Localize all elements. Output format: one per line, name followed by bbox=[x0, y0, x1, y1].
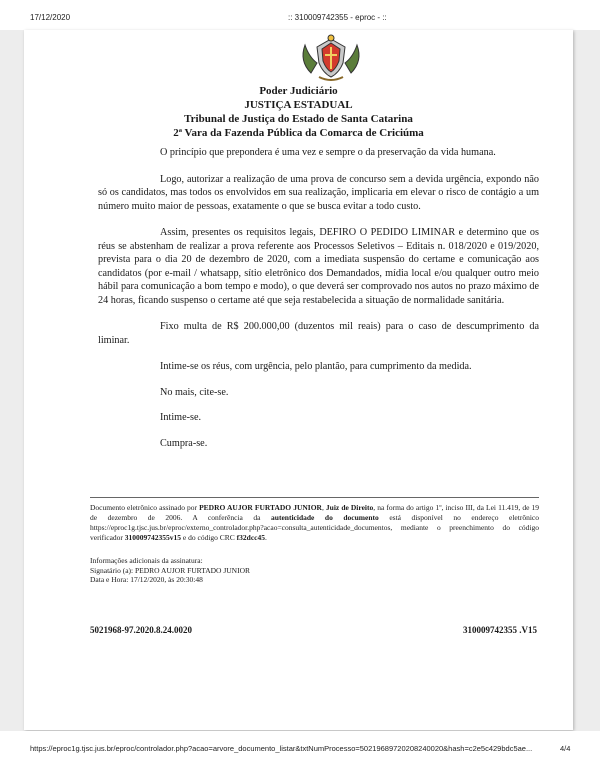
heading-line-3: Tribunal de Justiça do Estado de Santa Catarina bbox=[184, 113, 413, 125]
document-version: 310009742355 .V15 bbox=[463, 625, 537, 635]
heading-line-4: 2ª Vara da Fazenda Pública da Comarca de Criciúma bbox=[173, 127, 424, 139]
print-url: https://eproc1g.tjsc.jus.br/eproc/controlador.php?acao=arvore_documento_listar&txtNumProcesso=50219689720208240020&hash=c2e5c429bdc5ae... bbox=[30, 744, 533, 753]
paragraph-fine: Fixo multa de R$ 200.000,00 (duzentos mil reais) para o caso de descumprimento da liminar. bbox=[98, 321, 539, 346]
paragraph-cumpra: Cumpra-se. bbox=[160, 437, 208, 449]
process-number: 5021968-97.2020.8.24.0020 bbox=[90, 625, 192, 635]
paragraph-cite: No mais, cite-se. bbox=[160, 386, 229, 398]
signature-info bbox=[90, 556, 390, 585]
signature-info-datetime: Data e Hora: 17/12/2020, às 20:30:48 bbox=[90, 575, 203, 584]
paragraph-intime: Intime-se. bbox=[160, 412, 202, 423]
print-date: 17/12/2020 bbox=[30, 13, 71, 22]
heading-line-2: JUSTIÇA ESTADUAL bbox=[244, 99, 353, 111]
crc-code: f32dcc45 bbox=[236, 533, 265, 542]
page-counter: 4/4 bbox=[560, 744, 571, 753]
electronic-signature-note: Documento eletrônico assinado por PEDRO AUJOR FURTADO JUNIOR, Juiz de Direito, na forma do artigo 1º, inciso III, da Lei 11.419, de 19 de dezembro de 2006. A conferência da autenticidade do documento está disponível no endereço eletrônico https://eproc1g.tjsc.jus.br/eproc/externo_controlador.php?acao=consulta_autenticidade_documentos, mediante o preenchimento do código verificador 310009742355v15 e do código CRC f32dcc45. bbox=[90, 503, 540, 542]
court-heading bbox=[24, 84, 573, 140]
signature-divider bbox=[90, 497, 539, 498]
paragraph-notify: Intime-se os réus, com urgência, pelo plantão, para cumprimento da medida. bbox=[160, 361, 472, 372]
document-page bbox=[24, 30, 573, 730]
authenticity-label: autenticidade do documento bbox=[271, 513, 379, 522]
decision-body bbox=[98, 146, 539, 462]
print-footer bbox=[0, 731, 600, 771]
print-header bbox=[0, 0, 600, 30]
paragraph-principle: O princípio que prepondera é uma vez e sempre o da preservação da vida humana. bbox=[160, 147, 496, 158]
coat-of-arms-icon bbox=[291, 33, 371, 85]
window-title: :: 310009742355 - eproc - :: bbox=[288, 13, 387, 22]
paragraph-injunction: Assim, presentes os requisitos legais, DEFIRO O PEDIDO LIMINAR e determino que os réus se abstenham de realizar a prova referente aos Processos Seletivos – Editais n. 018/2020 e 019/2020, prevista para o dia 20 de dezembro de 2020, com a imediata suspensão do certame e comunicação aos candidatos (por e-mail / whatsapp, sítio eletrônico dos Demandados, mídia local e/ou qualquer outro meio hábil para comunicação a bom tempo e modo), o que deverá ser comprovado nos autos no prazo máximo de 24 horas, ficando suspenso o certame até que seja restabelecida a situação de normalidade sanitária. bbox=[98, 227, 539, 306]
paragraph-risk: Logo, autorizar a realização de uma prova de concurso sem a devida urgência, expondo não só os candidatos, mas todos os envolvidos em sua realização, implicaria em elevar o risco de contágio a um número muito maior de pessoas, exatamente o que se busca evitar a todo custo. bbox=[98, 173, 539, 212]
verifier-code: 310009742355v15 bbox=[124, 533, 182, 542]
heading-line-1: Poder Judiciário bbox=[259, 85, 338, 97]
signer-name: PEDRO AUJOR FURTADO JUNIOR bbox=[199, 503, 322, 512]
signer-role: Juiz de Direito bbox=[325, 503, 374, 512]
signature-info-signer: Signatário (a): PEDRO AUJOR FURTADO JUNIOR bbox=[90, 565, 250, 575]
signature-info-title: Informações adicionais da assinatura: bbox=[90, 556, 203, 565]
